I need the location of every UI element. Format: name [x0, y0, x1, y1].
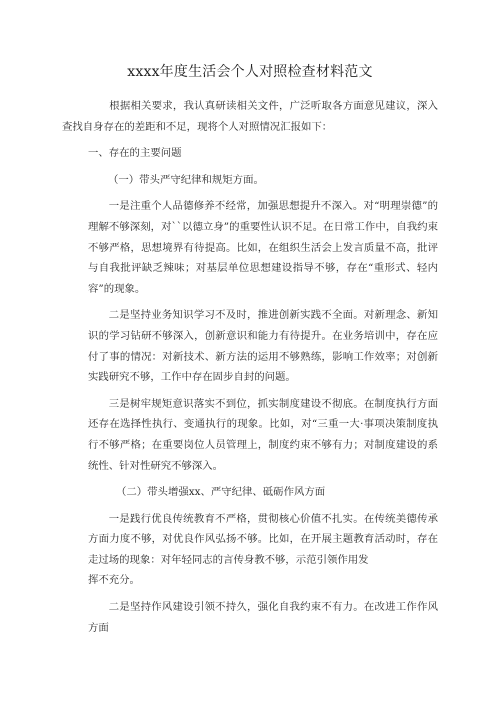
paragraph-tradition-education-tail: 挥不充分。 — [88, 574, 140, 587]
subsection-heading-style: （二）带头增强xx、严守纪律、砥砺作风方面 — [116, 486, 326, 499]
intro-paragraph — [62, 96, 438, 137]
document-title: xxxx年度生活会个人对照检查材料范文 — [127, 64, 373, 80]
section-heading-problems: 一、存在的主要问题 — [88, 147, 182, 160]
paragraph-tradition-education-text: 一是践行优良传统教育不严格，贯彻核心价值不扎实。在传统美德传承方面力度不够，对优良作风弘扬不够。比如，在开展主题教育活动时，存在走过场的现象：对年轻同志的言传身教不够，示范引领作用发 — [88, 512, 438, 566]
intro-text: 根据相关要求，我认真研读相关文件，广泛听取各方面意见建议，深入查找自身存在的差距和不足，现将个人对照情况汇报如下： — [62, 100, 438, 133]
paragraph-rules-awareness: 三是树牢规矩意识落实不到位，抓实制度建设不彻底。在制度执行方面还存在选择性执行、变通执行的现象。比如，对“三重一大·事项决策制度执行不够严格；在重要岗位人员管理上，制度约束不够有力；对制度建设的系统性、针对性研究不够深入。 — [88, 397, 438, 472]
paragraph-style-construction: 二是坚持作风建设引领不持久，强化自我约束不有力。在改进工作作风方面 — [88, 601, 438, 634]
paragraph-business-learning: 二是坚持业务知识学习不及时，推进创新实践不全面。对新理念、新知识的学习钻研不够深入，创新意识和能力有待提升。在业务培训中，存在应付了事的情况：对新技术、新方法的运用不够熟练，影响工作效率；对创新实践研究不够，工作中存在固步自封的问题。 — [88, 309, 438, 384]
paragraph-moral-cultivation: 一是注重个人品德修养不经常，加强思想提升不深入。对“明理崇德”的理解不够深刻，对``以德立身”的重要性认识不足。在日常工作中，自我约束不够严格，思想境界有待提高。比如，在组织生活会上发言质量不高，批评与自我批评缺乏辣味；对基层单位思想建设指导不够，存在“重形式、轻内容”的现象。 — [88, 200, 438, 295]
paragraph-tradition-education — [88, 509, 438, 591]
subsection-heading-discipline: （一）带头严守纪律和规矩方面。 — [108, 173, 264, 186]
